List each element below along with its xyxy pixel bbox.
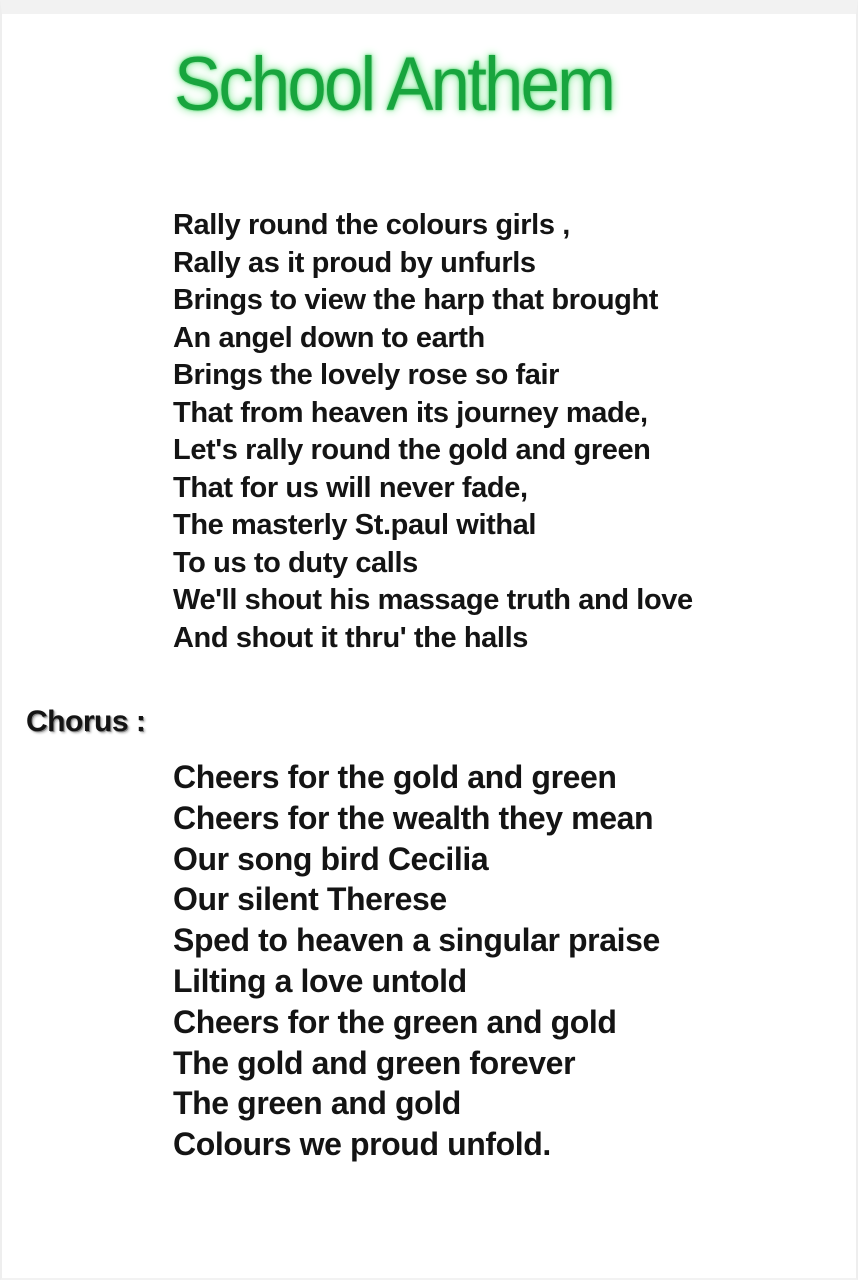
chorus-line: The green and gold (173, 1085, 461, 1122)
chorus-heading: Chorus : (26, 705, 146, 738)
verse-line: The masterly St.paul withal (173, 509, 537, 541)
verse-line: To us to duty calls (173, 546, 418, 579)
chorus-line: Cheers for the green and gold (173, 1003, 617, 1040)
chorus-line: Cheers for the gold and green (173, 759, 617, 795)
chorus-line: The gold and green forever (173, 1044, 576, 1081)
verse-line: That from heaven its journey made, (173, 396, 648, 429)
verse-line: Let's rally round the gold and green (173, 434, 651, 466)
verse-line: Brings the lovely rose so fair (173, 359, 560, 391)
page-title: School Anthem (174, 42, 614, 127)
chorus-line: Our silent Therese (173, 881, 447, 918)
chorus-line: Cheers for the wealth they mean (173, 799, 654, 836)
verse-line: Brings to view the harp that brought (173, 284, 659, 316)
chorus-line: Colours we proud unfold. (173, 1126, 551, 1163)
chorus-line: Our song bird Cecilia (173, 840, 489, 877)
verse-line: And shout it thru' the halls (173, 621, 528, 654)
verse-line: Rally round the colours girls , (173, 209, 570, 241)
chorus-line: Sped to heaven a singular praise (173, 922, 660, 959)
verse-line: We'll shout his massage truth and love (173, 584, 693, 616)
chorus-stanza (173, 757, 660, 1165)
verse-stanza (173, 207, 693, 657)
verse-line: Rally as it proud by unfurls (173, 246, 536, 279)
verse-line: An angel down to earth (173, 321, 485, 354)
verse-line: That for us will never fade, (173, 471, 528, 504)
chorus-line: Lilting a love untold (173, 962, 467, 999)
